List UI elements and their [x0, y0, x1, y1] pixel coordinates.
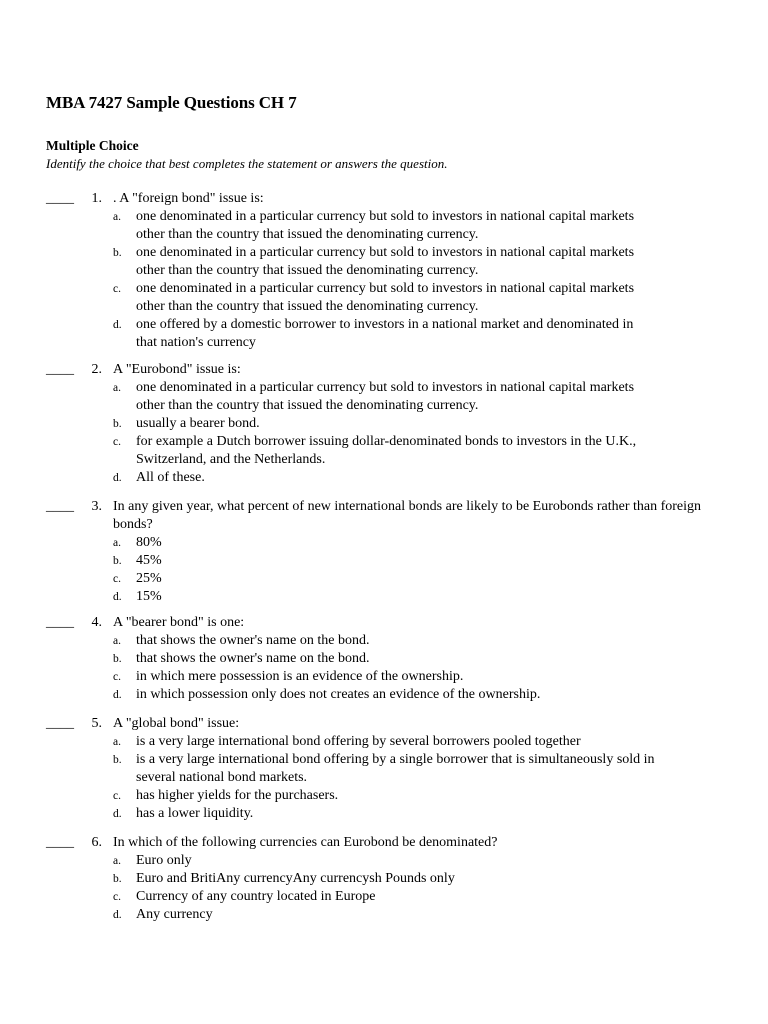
answer-blank: ____: [46, 615, 74, 630]
choice-text: 15%: [136, 589, 162, 604]
answer-blank: ____: [46, 362, 74, 377]
choice-letter: a.: [113, 855, 121, 867]
question-number: 2.: [91, 362, 102, 377]
choice-text: has higher yields for the purchasers.: [136, 788, 339, 803]
choice-letter: d.: [113, 808, 122, 820]
instructions-text: Identify the choice that best completes the statement or answers the question.: [46, 156, 448, 171]
choice-letter: d.: [113, 909, 122, 921]
choice-option: [0, 433, 768, 469]
choice-text: one denominated in a particular currency but sold to investors in national capital markets other than the country that issued the denominating currency.: [136, 209, 635, 242]
choice-list: [0, 852, 768, 924]
choice-letter: c.: [113, 573, 121, 585]
choice-text: 25%: [136, 571, 162, 586]
choice-letter: d.: [113, 689, 122, 701]
choice-text: has a lower liquidity.: [136, 806, 254, 821]
question-2: [0, 361, 768, 487]
question-header: [0, 190, 768, 208]
choice-option: [0, 686, 768, 704]
choice-text: Any currency: [136, 907, 213, 922]
choice-letter: d.: [113, 319, 122, 331]
choice-letter: a.: [113, 537, 121, 549]
question-stem: In which of the following currencies can Eurobond be denominated?: [113, 835, 498, 850]
question-5: [0, 715, 768, 823]
choice-letter: a.: [113, 736, 121, 748]
choice-option: [0, 733, 768, 751]
choice-text: in which possession only does not creates an evidence of the ownership.: [136, 687, 541, 702]
choice-text: that shows the owner's name on the bond.: [136, 651, 370, 666]
section-heading: Multiple Choice: [46, 138, 139, 153]
choice-text: Euro and BritiAny currencyAny currencysh Pounds only: [136, 871, 455, 886]
choice-option: [0, 379, 768, 415]
question-4: [0, 614, 768, 704]
choice-option: [0, 570, 768, 588]
choice-option: [0, 415, 768, 433]
question-6: [0, 834, 768, 924]
choice-letter: d.: [113, 472, 122, 484]
choice-list: [0, 534, 768, 606]
choice-list: [0, 208, 768, 352]
answer-blank: ____: [46, 716, 74, 731]
choice-letter: b.: [113, 555, 122, 567]
question-stem: A "bearer bond" is one:: [113, 615, 245, 630]
choice-option: [0, 668, 768, 686]
choice-text: 80%: [136, 535, 162, 550]
question-header: [0, 498, 768, 534]
question-stem: . A "foreign bond" issue is:: [113, 191, 264, 206]
choice-option: [0, 552, 768, 570]
choice-text: Currency of any country located in Europe: [136, 889, 376, 904]
choice-letter: a.: [113, 635, 121, 647]
choice-letter: c.: [113, 436, 121, 448]
choice-option: [0, 208, 768, 244]
choice-list: [0, 379, 768, 487]
choice-letter: b.: [113, 754, 122, 766]
question-number: 1.: [91, 191, 102, 206]
choice-text: for example a Dutch borrower issuing dollar-denominated bonds to investors in the U.K., Switzerland, and the Netherlands.: [136, 434, 637, 467]
answer-blank: ____: [46, 835, 74, 850]
choice-option: [0, 888, 768, 906]
choice-letter: c.: [113, 790, 121, 802]
choice-text: usually a bearer bond.: [136, 416, 260, 431]
choice-letter: b.: [113, 418, 122, 430]
choice-option: [0, 751, 768, 787]
question-stem: A "Eurobond" issue is:: [113, 362, 241, 377]
choice-list: [0, 632, 768, 704]
choice-text: is a very large international bond offering by several borrowers pooled together: [136, 734, 581, 749]
choice-letter: b.: [113, 247, 122, 259]
choice-letter: c.: [113, 891, 121, 903]
choice-text: in which mere possession is an evidence of the ownership.: [136, 669, 464, 684]
choice-text: one denominated in a particular currency but sold to investors in national capital markets other than the country that issued the denominating currency.: [136, 380, 635, 413]
choice-option: [0, 469, 768, 487]
choice-option: [0, 588, 768, 606]
choice-option: [0, 906, 768, 924]
choice-text: Euro only: [136, 853, 192, 868]
choice-letter: c.: [113, 283, 121, 295]
question-number: 3.: [91, 499, 102, 514]
choice-option: [0, 316, 768, 352]
choice-text: one denominated in a particular currency but sold to investors in national capital markets other than the country that issued the denominating currency.: [136, 281, 635, 314]
choice-option: [0, 650, 768, 668]
choice-text: one denominated in a particular currency but sold to investors in national capital markets other than the country that issued the denominating currency.: [136, 245, 635, 278]
choice-letter: d.: [113, 591, 122, 603]
choice-letter: c.: [113, 671, 121, 683]
choice-text: one offered by a domestic borrower to investors in a national market and denominated in that nation's currency: [136, 317, 634, 350]
question-1: [0, 190, 768, 352]
question-3: [0, 498, 768, 606]
question-stem: A "global bond" issue:: [113, 716, 240, 731]
answer-blank: ____: [46, 499, 74, 514]
question-number: 5.: [91, 716, 102, 731]
choice-letter: a.: [113, 382, 121, 394]
choice-letter: a.: [113, 211, 121, 223]
question-number: 6.: [91, 835, 102, 850]
question-number: 4.: [91, 615, 102, 630]
choice-text: All of these.: [136, 470, 205, 485]
question-header: [0, 715, 768, 733]
choice-option: [0, 787, 768, 805]
answer-blank: ____: [46, 191, 74, 206]
choice-list: [0, 733, 768, 823]
choice-option: [0, 805, 768, 823]
choice-text: that shows the owner's name on the bond.: [136, 633, 370, 648]
choice-option: [0, 852, 768, 870]
question-header: [0, 834, 768, 852]
choice-option: [0, 632, 768, 650]
choice-text: is a very large international bond offering by a single borrower that is simultaneously sold in several national bond markets.: [136, 752, 655, 785]
choice-option: [0, 244, 768, 280]
choice-option: [0, 280, 768, 316]
choice-option: [0, 870, 768, 888]
question-stem: In any given year, what percent of new international bonds are likely to be Eurobonds rather than foreign bonds?: [113, 499, 702, 532]
question-header: [0, 614, 768, 632]
choice-option: [0, 534, 768, 552]
choice-letter: b.: [113, 873, 122, 885]
page-title: MBA 7427 Sample Questions CH 7: [46, 93, 297, 112]
choice-letter: b.: [113, 653, 122, 665]
choice-text: 45%: [136, 553, 162, 568]
question-header: [0, 361, 768, 379]
